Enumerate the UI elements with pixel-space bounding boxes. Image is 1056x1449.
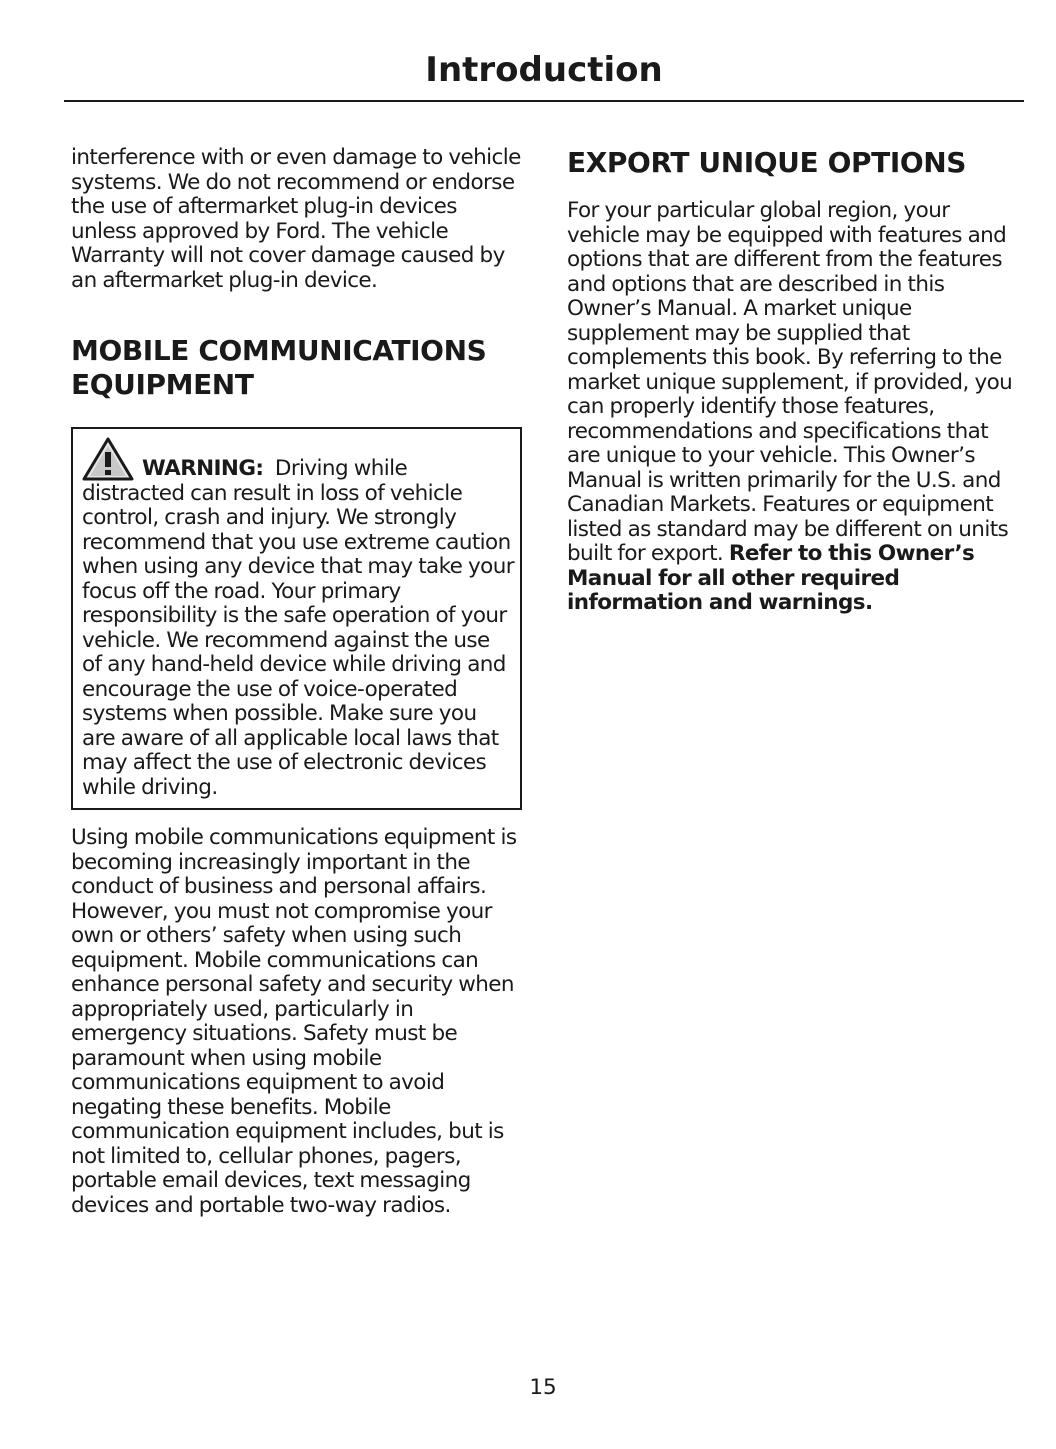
right-column xyxy=(567,146,1021,616)
page-title: Introduction xyxy=(425,50,663,90)
page-number: 15 xyxy=(529,1375,557,1400)
warning-text: Driving while distracted can result in loss of vehicle control, crash and injury. We strongly recommend that you use extreme caution when using any device that may take your focus off the road. Your primary responsibility is the safe operation of your vehicle. We recommend against the use of any hand-held device while driving and encourage the use of voice-operated systems when possible. Make sure you are aware of all applicable local laws that may affect the use of electronic devices while driving. xyxy=(82,456,514,800)
warning-triangle-icon xyxy=(82,437,134,481)
left-column xyxy=(71,146,523,1218)
warning-paragraph xyxy=(82,437,514,800)
export-bold-sentence: Refer to this Owner’s Manual for all other required information and warnings. xyxy=(567,541,975,615)
export-paragraph xyxy=(567,199,1021,616)
mobile-heading-line2: EQUIPMENT xyxy=(71,368,254,401)
mobile-communications-heading xyxy=(71,334,523,402)
warning-box xyxy=(71,427,522,810)
mobile-heading-line1: MOBILE COMMUNICATIONS xyxy=(71,334,487,367)
intro-paragraph: interference with or even damage to vehicle systems. We do not recommend or endorse the use of aftermarket plug-in devices unless approved by Ford. The vehicle Warranty will not cover damage caused by an aftermarket plug-in device. xyxy=(71,145,521,293)
page-header xyxy=(64,44,1024,102)
export-unique-options-heading: EXPORT UNIQUE OPTIONS xyxy=(567,146,967,179)
mobile-communications-paragraph: Using mobile communications equipment is becoming increasingly important in the conduct of business and personal affairs. However, you must not compromise your own or others’ safety when using such equipment. Mobile communications can enhance personal safety and security when appropriately used, particularly in emergency situations. Safety must be paramount when using mobile communications equipment to avoid negating these benefits. Mobile communication equipment includes, but is not limited to, cellular phones, pagers, portable email devices, text messaging devices and portable two-way radios. xyxy=(71,825,517,1218)
warning-label: WARNING: xyxy=(142,456,264,481)
export-paragraph-text: For your particular global region, your vehicle may be equipped with features and options that are different from the features and options that are described in this Owner’s Manual. A market unique supplement may be supplied that complements this book. By referring to the market unique supplement, if provided, you can properly identify those features, recommendations and specifications that are unique to your vehicle. This Owner’s Manual is written primarily for the U.S. and Canadian Markets. Features or equipment listed as standard may be different on units built for export. xyxy=(567,198,1013,566)
